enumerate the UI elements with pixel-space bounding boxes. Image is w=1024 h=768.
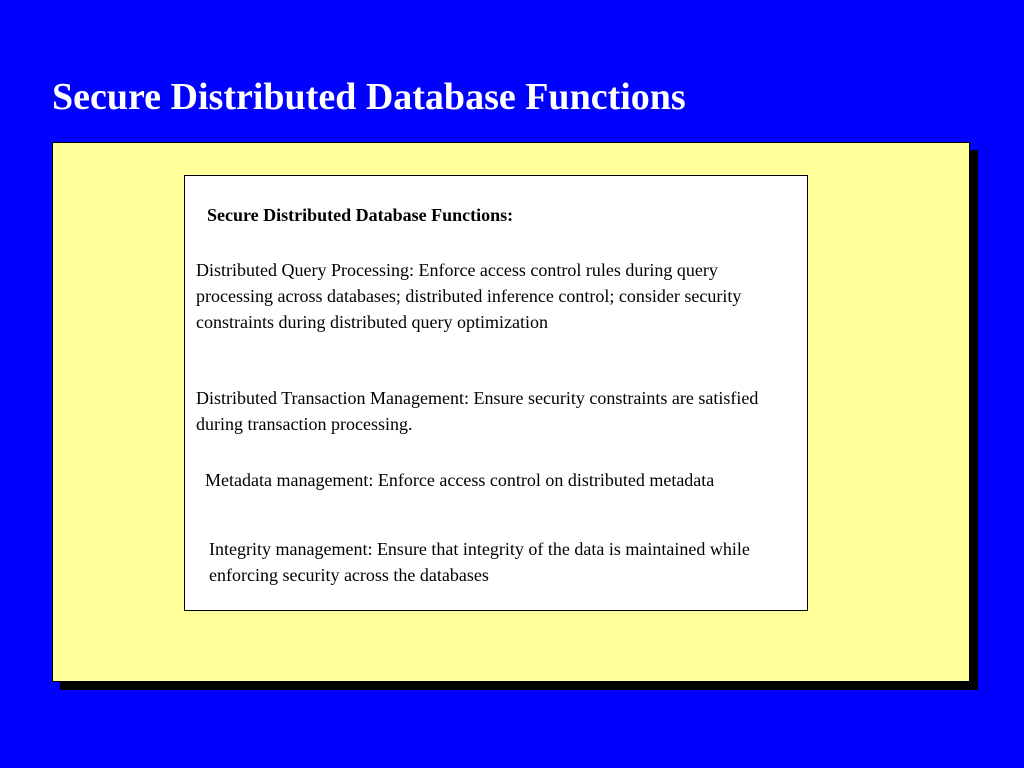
integrity-management-paragraph: Integrity management: Ensure that integrity of the data is maintained while enforcing security across the databases [209,539,750,585]
query-processing-paragraph: Distributed Query Processing: Enforce access control rules during query processing across databases; distributed inference control; consider security constraints during distributed query optimization [196,260,742,332]
transaction-management-paragraph: Distributed Transaction Management: Ensure security constraints are satisfied during transaction processing. [196,388,759,434]
slide-title: Secure Distributed Database Functions [52,76,686,118]
box-heading: Secure Distributed Database Functions: [207,205,514,225]
metadata-management-paragraph: Metadata management: Enforce access control on distributed metadata [205,470,715,490]
